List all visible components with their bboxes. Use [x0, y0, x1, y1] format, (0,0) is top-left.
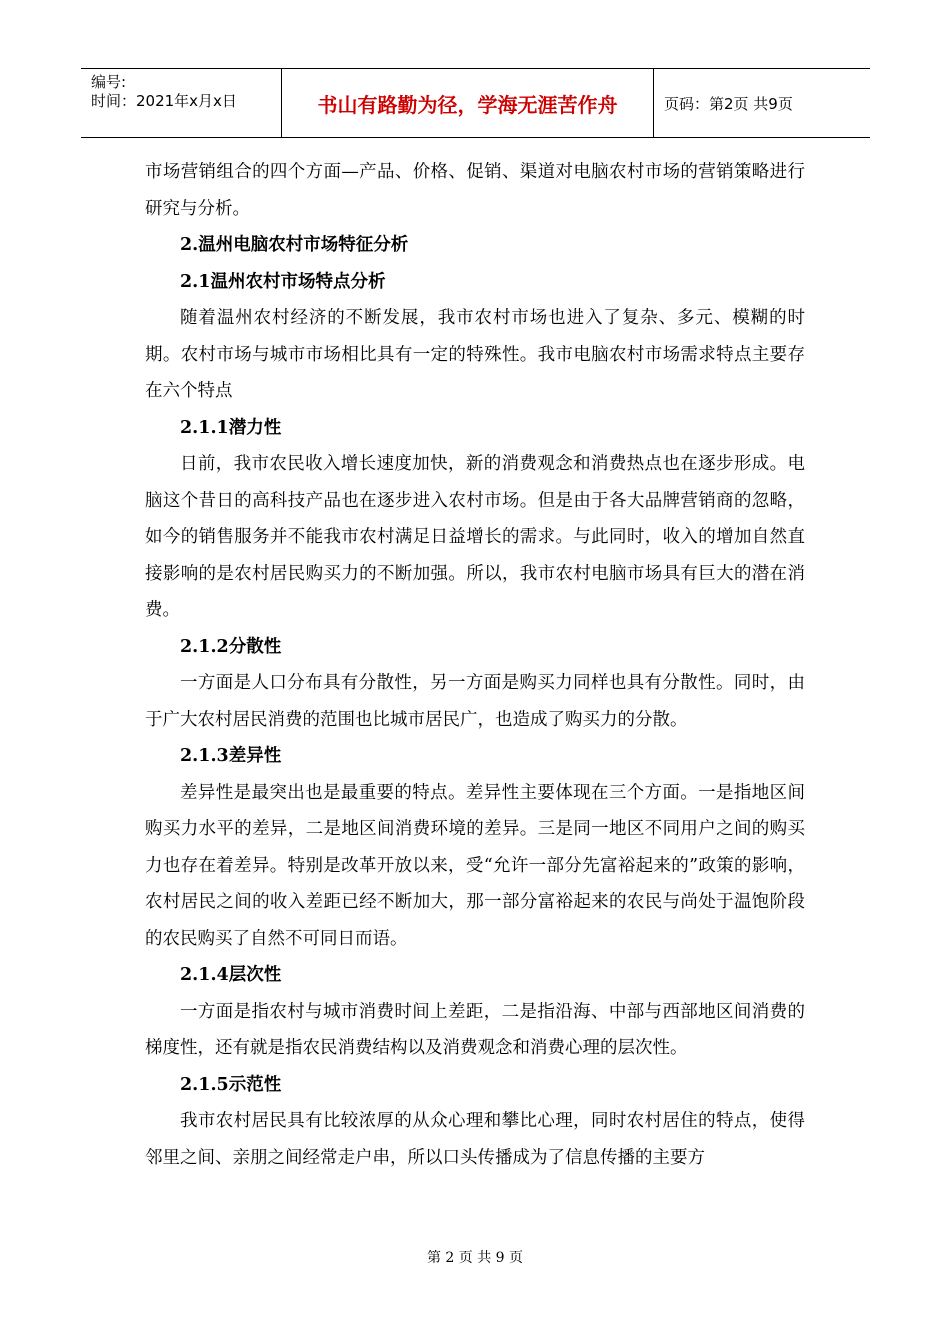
document-body [145, 154, 805, 1176]
section-heading: 2.温州电脑农村市场特征分析 [180, 235, 409, 255]
header-meta [81, 69, 282, 137]
body-paragraph: 差异性是最突出也是最重要的特点。差异性主要体现在三个方面。一是指地区间购买力水平的差异，二是地区间消费环境的差异。三是同一地区不同用户之间的购买力也存在着差异。特别是改革开放以来，受“允许一部分先富裕起来的”政策的影响，农村居民之间的收入差距已经不断加大，那一部分富裕起来的农民与尚处于温饱阶段的农民购买了自然不可同日而语。 [145, 782, 805, 949]
body-paragraph: 日前，我市农民收入增长速度加快，新的消费观念和消费热点也在逐步形成。电脑这个昔日的高科技产品也在逐步进入农村市场。但是由于各大品牌营销商的忽略，如今的销售服务并不能我市农村满足日益增长的需求。与此同时，收入的增加自然直接影响的是农村居民购买力的不断加强。所以，我市农村电脑市场具有巨大的潜在消费。 [145, 454, 805, 620]
section-heading: 2.1.4层次性 [180, 965, 282, 985]
section-heading: 2.1温州农村市场特点分析 [180, 271, 386, 292]
number-label: 编号: [91, 73, 127, 91]
header-motto: 书山有路勤为径，学海无涯苦作舟 [282, 69, 654, 137]
header-page-info: 页码：第2页 共9页 [664, 94, 793, 113]
page-footer: 第 2 页 共 9 页 [426, 1250, 524, 1266]
section-heading: 2.1.5示范性 [180, 1074, 282, 1095]
body-paragraph: 一方面是指农村与城市消费时间上差距，二是指沿海、中部与西部地区间消费的梯度性，还有就是指农民消费结构以及消费观念和消费心理的层次性。 [145, 1001, 805, 1058]
document-header [81, 68, 870, 138]
section-heading: 2.1.3差异性 [180, 746, 282, 766]
body-paragraph: 我市农村居民具有比较浓厚的从众心理和攀比心理，同时农村居住的特点，使得邻里之间、亲朋之间经常走户串，所以口头传播成为了信息传播的主要方 [145, 1111, 805, 1168]
body-paragraph: 随着温州农村经济的不断发展，我市农村市场也进入了复杂、多元、模糊的时期。农村市场与城市市场相比具有一定的特殊性。我市电脑农村市场需求特点主要存在六个特点 [145, 308, 805, 401]
time-label: 时间：2021年x月x日 [91, 92, 237, 110]
section-heading: 2.1.1潜力性 [180, 417, 282, 438]
body-paragraph: 市场营销组合的四个方面—产品、价格、促销、渠道对电脑农村市场的营销策略进行研究与分析。 [145, 162, 805, 219]
section-heading: 2.1.2分散性 [180, 636, 282, 657]
body-paragraph: 一方面是人口分布具有分散性，另一方面是购买力同样也具有分散性。同时，由于广大农村居民消费的范围也比城市居民广，也造成了购买力的分散。 [145, 673, 805, 730]
